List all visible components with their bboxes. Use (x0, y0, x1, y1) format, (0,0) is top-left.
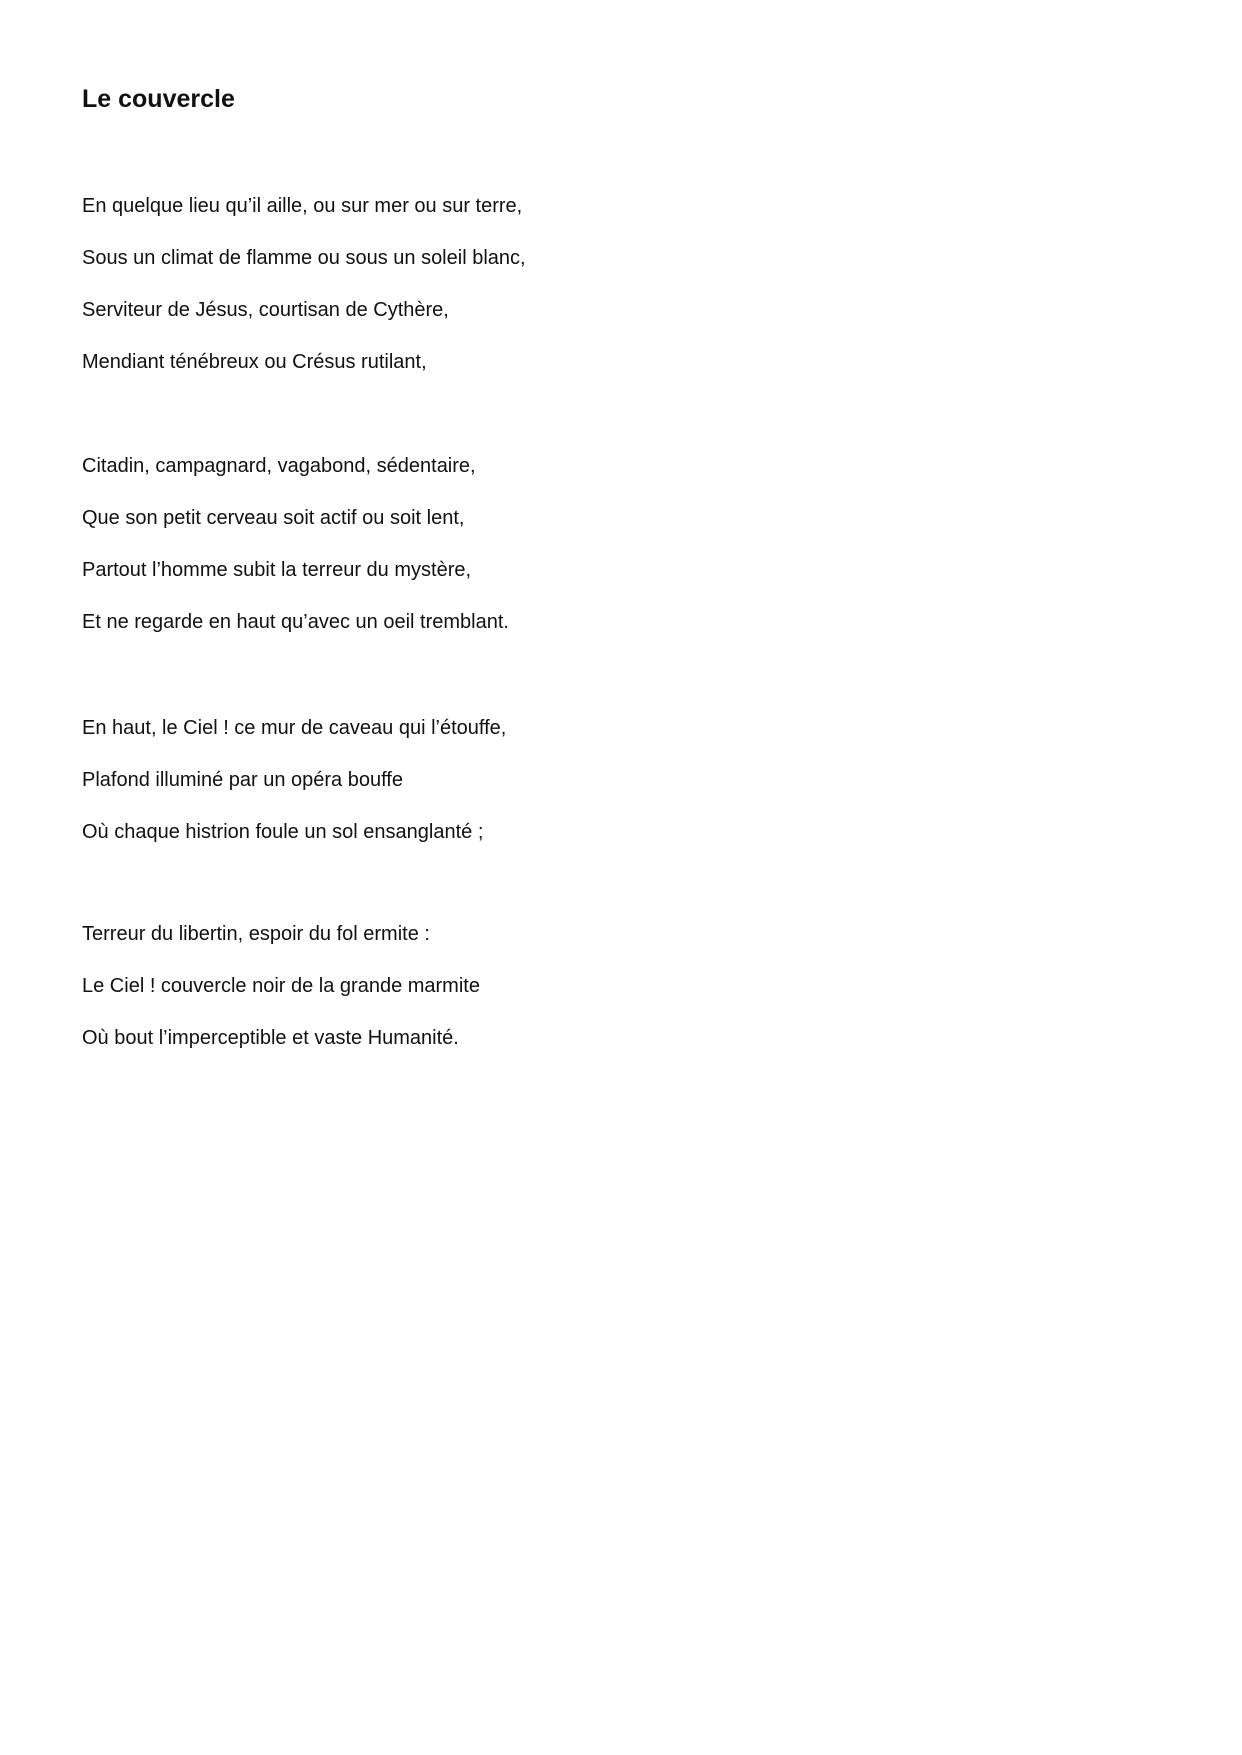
verse-line: Où bout l’imperceptible et vaste Humanité. (82, 1027, 459, 1049)
verse-line: Mendiant ténébreux ou Crésus rutilant, (82, 351, 427, 373)
verse-line: Et ne regarde en haut qu’avec un oeil tremblant. (82, 611, 509, 633)
verse-line: Partout l’homme subit la terreur du mystère, (82, 559, 472, 581)
verse-line: Le Ciel ! couvercle noir de la grande marmite (82, 975, 480, 997)
verse-line: Citadin, campagnard, vagabond, sédentaire, (82, 455, 476, 477)
verse-line: En quelque lieu qu’il aille, ou sur mer ou sur terre, (82, 195, 523, 217)
verse-line: Plafond illuminé par un opéra bouffe (82, 769, 403, 791)
verse-line: Sous un climat de flamme ou sous un soleil blanc, (82, 247, 526, 269)
verse-line: Que son petit cerveau soit actif ou soit lent, (82, 507, 465, 529)
verse-line: Serviteur de Jésus, courtisan de Cythère, (82, 299, 449, 321)
verse-line: En haut, le Ciel ! ce mur de caveau qui l’étouffe, (82, 717, 507, 739)
verse-line: Où chaque histrion foule un sol ensanglanté ; (82, 821, 484, 843)
verse-line: Terreur du libertin, espoir du fol ermite : (82, 923, 430, 945)
poem-title: Le couvercle (82, 85, 235, 113)
